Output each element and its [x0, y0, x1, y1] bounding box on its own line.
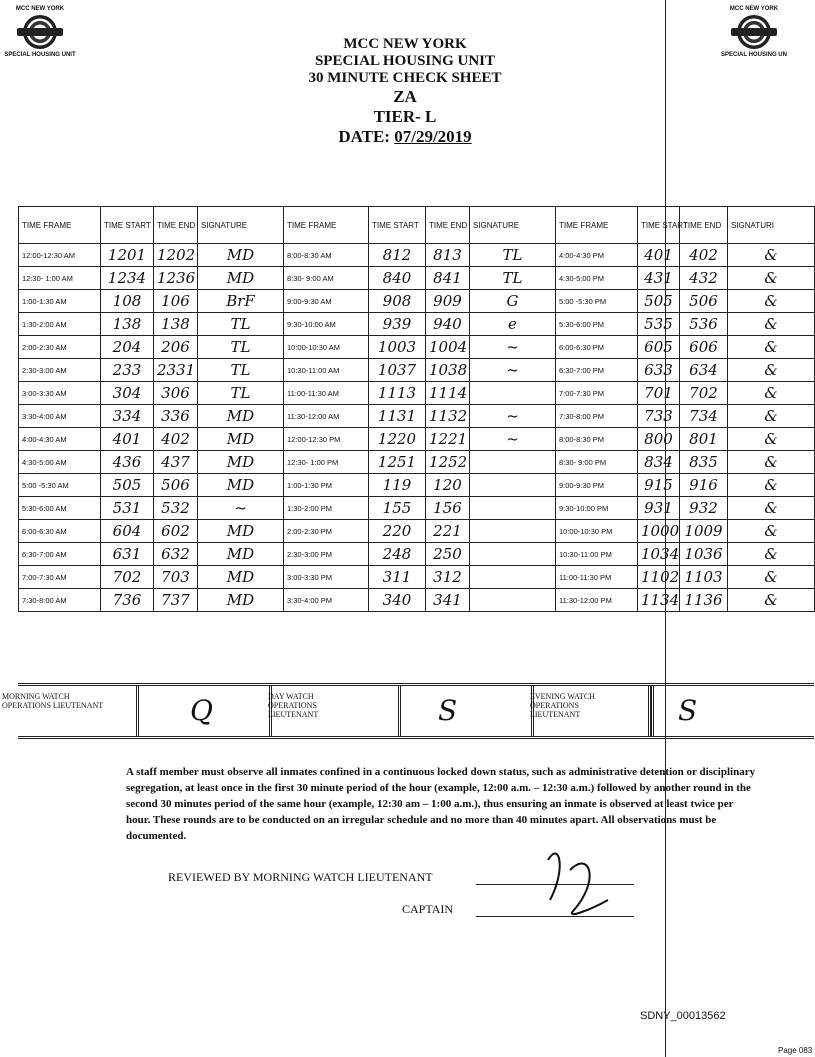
signature-cell — [470, 520, 556, 543]
lieutenant-signature — [530, 840, 610, 920]
signature-cell: e — [470, 313, 556, 336]
time-frame-cell: 12:00-12:30 AM — [19, 244, 101, 267]
time-frame-cell: 6:30-7:00 PM — [556, 359, 638, 382]
time-cell: 1037 — [369, 359, 426, 382]
signature-cell: MD — [198, 244, 284, 267]
signature-cell: & — [728, 497, 815, 520]
time-cell: 306 — [154, 382, 198, 405]
signature-cell: MD — [198, 428, 284, 451]
time-cell: 1003 — [369, 336, 426, 359]
evening-signature-box — [648, 686, 654, 736]
time-frame-cell: 6:00-6:30 PM — [556, 336, 638, 359]
table-row — [19, 290, 815, 313]
table-row — [19, 336, 815, 359]
time-frame-cell: 10:30-11:00 PM — [556, 543, 638, 566]
time-frame-cell: 1:30-2:00 PM — [284, 497, 369, 520]
time-frame-cell: 10:00-10:30 AM — [284, 336, 369, 359]
col-header: TIME START — [638, 207, 680, 244]
time-cell: 431 — [638, 267, 680, 290]
signature-cell: ~ — [470, 428, 556, 451]
time-cell: 120 — [426, 474, 470, 497]
time-frame-cell: 8:30- 9:00 AM — [284, 267, 369, 290]
time-cell: 535 — [638, 313, 680, 336]
time-cell: 304 — [101, 382, 154, 405]
table-row — [19, 474, 815, 497]
time-cell: 106 — [154, 290, 198, 313]
col-header: SIGNATURI — [728, 207, 815, 244]
shu-seal-icon — [23, 15, 57, 49]
time-frame-cell: 9:00-9:30 PM — [556, 474, 638, 497]
time-cell: 1113 — [369, 382, 426, 405]
time-cell: 311 — [369, 566, 426, 589]
time-frame-cell: 12:30- 1:00 PM — [284, 451, 369, 474]
time-cell: 1036 — [680, 543, 728, 566]
time-frame-cell: 5:30-6:00 PM — [556, 313, 638, 336]
time-cell: 834 — [638, 451, 680, 474]
evening-watch-label: EVENING WATCH OPERATIONS LIEUTENANT — [530, 692, 595, 719]
day-watch-label: DAY WATCH OPERATIONS LIEUTENANT — [268, 692, 319, 719]
time-frame-cell: 10:00-10:30 PM — [556, 520, 638, 543]
signature-cell: BrF — [198, 290, 284, 313]
time-frame-cell: 11:00-11:30 AM — [284, 382, 369, 405]
signature-cell: & — [728, 589, 815, 612]
time-cell: 531 — [101, 497, 154, 520]
date-value: 07/29/2019 — [394, 127, 472, 146]
time-cell: 1000 — [638, 520, 680, 543]
table-row — [19, 451, 815, 474]
time-frame-cell: 4:00-4:30 AM — [19, 428, 101, 451]
time-cell: 204 — [101, 336, 154, 359]
header-line1: MCC NEW YORK — [343, 36, 467, 52]
time-cell: 336 — [154, 405, 198, 428]
time-cell: 736 — [101, 589, 154, 612]
time-cell: 220 — [369, 520, 426, 543]
time-frame-cell: 12:00-12:30 PM — [284, 428, 369, 451]
time-frame-cell: 8:30- 9:00 PM — [556, 451, 638, 474]
signature-cell: ~ — [198, 497, 284, 520]
time-cell: 532 — [154, 497, 198, 520]
time-cell: 737 — [154, 589, 198, 612]
time-frame-cell: 3:30-4:00 PM — [284, 589, 369, 612]
signature-cell: ~ — [470, 336, 556, 359]
time-frame-cell: 9:00-9:30 AM — [284, 290, 369, 313]
time-cell: 1234 — [101, 267, 154, 290]
time-frame-cell: 8:00-8:30 PM — [556, 428, 638, 451]
time-cell: 605 — [638, 336, 680, 359]
signature-cell — [470, 589, 556, 612]
time-cell: 119 — [369, 474, 426, 497]
table-row — [19, 244, 815, 267]
time-frame-cell: 2:00-2:30 AM — [19, 336, 101, 359]
time-cell: 436 — [101, 451, 154, 474]
time-cell: 835 — [680, 451, 728, 474]
time-frame-cell: 7:00-7:30 PM — [556, 382, 638, 405]
time-frame-cell: 11:30-12:00 AM — [284, 405, 369, 428]
signature-cell — [470, 497, 556, 520]
signature-cell — [470, 382, 556, 405]
time-cell: 341 — [426, 589, 470, 612]
signature-cell: MD — [198, 543, 284, 566]
page-number: Page 083 — [778, 1046, 813, 1055]
signature-cell: & — [728, 428, 815, 451]
col-header: TIME END — [154, 207, 198, 244]
signature-cell: ~ — [470, 359, 556, 382]
signature-cell: & — [728, 267, 815, 290]
table-row — [19, 589, 815, 612]
time-cell: 155 — [369, 497, 426, 520]
col-header: TIME START — [369, 207, 426, 244]
table-header-row — [19, 207, 815, 244]
logo-bottom-text: SPECIAL HOUSING UN — [721, 52, 787, 58]
time-frame-cell: 9:30-10:00 PM — [556, 497, 638, 520]
signature-cell: & — [728, 405, 815, 428]
time-cell: 1220 — [369, 428, 426, 451]
time-cell: 813 — [426, 244, 470, 267]
time-cell: 602 — [154, 520, 198, 543]
signature-cell: MD — [198, 267, 284, 290]
time-cell: 1136 — [680, 589, 728, 612]
bates-number: SDNY_00013562 — [640, 1010, 726, 1022]
signature-cell: TL — [470, 267, 556, 290]
signature-cell: TL — [198, 359, 284, 382]
signature-cell: MD — [198, 405, 284, 428]
shu-seal-icon — [737, 15, 771, 49]
time-cell: 908 — [369, 290, 426, 313]
time-cell: 221 — [426, 520, 470, 543]
time-cell: 631 — [101, 543, 154, 566]
logo-bottom-text: SPECIAL HOUSING UNIT — [4, 52, 76, 58]
time-frame-cell: 1:30-2:00 AM — [19, 313, 101, 336]
signature-cell: & — [728, 382, 815, 405]
time-cell: 1114 — [426, 382, 470, 405]
time-cell: 701 — [638, 382, 680, 405]
table-row — [19, 313, 815, 336]
signature-cell — [470, 451, 556, 474]
time-frame-cell: 4:00-4:30 PM — [556, 244, 638, 267]
signature-cell: G — [470, 290, 556, 313]
time-cell: 506 — [680, 290, 728, 313]
mcc-logo-right — [714, 6, 794, 58]
time-cell: 702 — [101, 566, 154, 589]
signature-cell: ~ — [470, 405, 556, 428]
col-header: TIME END — [680, 207, 728, 244]
time-cell: 915 — [638, 474, 680, 497]
time-cell: 506 — [154, 474, 198, 497]
time-frame-cell: 12:30- 1:00 AM — [19, 267, 101, 290]
time-cell: 334 — [101, 405, 154, 428]
time-frame-cell: 5:30-6:00 AM — [19, 497, 101, 520]
time-frame-cell: 9:30-10:00 AM — [284, 313, 369, 336]
time-cell: 633 — [638, 359, 680, 382]
time-frame-cell: 2:30-3:00 PM — [284, 543, 369, 566]
time-frame-cell: 4:30-5:00 AM — [19, 451, 101, 474]
time-cell: 1201 — [101, 244, 154, 267]
table-row — [19, 497, 815, 520]
col-header: TIME FRAME — [284, 207, 369, 244]
signature-cell: & — [728, 543, 815, 566]
col-header: TIME START — [101, 207, 154, 244]
time-cell: 734 — [680, 405, 728, 428]
time-cell: 1202 — [154, 244, 198, 267]
signature-cell: MD — [198, 589, 284, 612]
time-cell: 733 — [638, 405, 680, 428]
check-log-table — [18, 206, 815, 612]
time-cell: 1132 — [426, 405, 470, 428]
evening-signature: S — [678, 694, 698, 727]
time-cell: 312 — [426, 566, 470, 589]
time-frame-cell: 3:30-4:00 AM — [19, 405, 101, 428]
signature-cell: & — [728, 474, 815, 497]
signature-cell: MD — [198, 520, 284, 543]
time-cell: 437 — [154, 451, 198, 474]
time-cell: 932 — [680, 497, 728, 520]
time-cell: 233 — [101, 359, 154, 382]
signoff-strip — [2, 683, 814, 739]
time-cell: 801 — [680, 428, 728, 451]
time-frame-cell: 10:30-11:00 AM — [284, 359, 369, 382]
table-body — [19, 244, 815, 612]
mcc-logo-left — [0, 6, 80, 58]
time-cell: 800 — [638, 428, 680, 451]
time-cell: 402 — [680, 244, 728, 267]
time-cell: 606 — [680, 336, 728, 359]
table-row — [19, 382, 815, 405]
morning-signature: Q — [190, 694, 213, 727]
logo-top-text: MCC NEW YORK — [15, 6, 65, 12]
signature-cell: & — [728, 451, 815, 474]
reviewed-by-label: REVIEWED BY MORNING WATCH LIEUTENANT — [168, 870, 433, 884]
time-frame-cell: 2:30-3:00 AM — [19, 359, 101, 382]
day-signature: S — [438, 694, 458, 727]
table-row — [19, 428, 815, 451]
time-cell: 632 — [154, 543, 198, 566]
table-row — [19, 520, 815, 543]
policy-paragraph: A staff member must observe all inmates confined in a continuous locked down status, such as administrative detention or disciplinary segregation, at least once in the first 30 minute period of the hour (example, 12:00 a.m. – 12:30 a.m.) followed by another round in the second 30 minutes period of the same hour (example, 12:30 am – 1:00 a.m.), thus ensuring an inmate is observed at least twice per hour. These rounds are to be conducted on an irregular schedule and no more than 40 minutes apart. All observations must be documented. — [126, 766, 756, 842]
time-frame-cell: 3:00-3:30 PM — [284, 566, 369, 589]
signature-cell: & — [728, 566, 815, 589]
time-cell: 634 — [680, 359, 728, 382]
time-cell: 138 — [101, 313, 154, 336]
time-cell: 1034 — [638, 543, 680, 566]
signature-cell: MD — [198, 474, 284, 497]
time-cell: 505 — [638, 290, 680, 313]
table-row — [19, 359, 815, 382]
time-cell: 1131 — [369, 405, 426, 428]
time-frame-cell: 7:00-7:30 AM — [19, 566, 101, 589]
time-cell: 1252 — [426, 451, 470, 474]
col-header: SIGNATURE — [470, 207, 556, 244]
time-cell: 939 — [369, 313, 426, 336]
time-cell: 1221 — [426, 428, 470, 451]
col-header: SIGNATURE — [198, 207, 284, 244]
time-cell: 841 — [426, 267, 470, 290]
header-date — [250, 127, 560, 147]
time-cell: 108 — [101, 290, 154, 313]
time-frame-cell: 7:30-8:00 PM — [556, 405, 638, 428]
time-cell: 340 — [369, 589, 426, 612]
time-cell: 840 — [369, 267, 426, 290]
time-cell: 206 — [154, 336, 198, 359]
signature-cell: & — [728, 313, 815, 336]
time-frame-cell: 8:00-8:30 AM — [284, 244, 369, 267]
time-cell: 505 — [101, 474, 154, 497]
time-cell: 401 — [101, 428, 154, 451]
time-cell: 931 — [638, 497, 680, 520]
signature-cell: MD — [198, 451, 284, 474]
time-cell: 1251 — [369, 451, 426, 474]
time-cell: 1004 — [426, 336, 470, 359]
signature-cell: TL — [198, 336, 284, 359]
signature-cell: & — [728, 520, 815, 543]
time-frame-cell: 3:00-3:30 AM — [19, 382, 101, 405]
logo-top-text: MCC NEW YORK — [729, 6, 779, 12]
time-cell: 1103 — [680, 566, 728, 589]
time-cell: 1009 — [680, 520, 728, 543]
signature-cell: & — [728, 290, 815, 313]
time-cell: 1134 — [638, 589, 680, 612]
signature-cell: TL — [198, 382, 284, 405]
date-label: DATE: — [338, 127, 390, 146]
captain-label: CAPTAIN — [402, 902, 454, 916]
time-cell: 703 — [154, 566, 198, 589]
col-header: TIME END — [426, 207, 470, 244]
time-frame-cell: 2:00-2:30 PM — [284, 520, 369, 543]
header-line3: 30 MINUTE CHECK SHEET — [308, 70, 502, 86]
time-cell: 940 — [426, 313, 470, 336]
time-cell: 916 — [680, 474, 728, 497]
time-cell: 138 — [154, 313, 198, 336]
signature-cell: TL — [470, 244, 556, 267]
table-row — [19, 267, 815, 290]
time-cell: 402 — [154, 428, 198, 451]
signature-cell: & — [728, 244, 815, 267]
time-frame-cell: 5:00 -5:30 AM — [19, 474, 101, 497]
time-cell: 909 — [426, 290, 470, 313]
col-header: TIME FRAME — [19, 207, 101, 244]
header-line2: SPECIAL HOUSING UNIT — [314, 53, 496, 69]
table-row — [19, 543, 815, 566]
time-cell: 702 — [680, 382, 728, 405]
signature-cell — [470, 566, 556, 589]
time-cell: 604 — [101, 520, 154, 543]
signature-cell: & — [728, 359, 815, 382]
time-cell: 1102 — [638, 566, 680, 589]
header-unit: ZA — [393, 87, 417, 106]
morning-watch-label: MORNING WATCH OPERATIONS LIEUTENANT — [2, 692, 104, 710]
time-cell: 812 — [369, 244, 426, 267]
time-cell: 156 — [426, 497, 470, 520]
time-cell: 2331 — [154, 359, 198, 382]
time-frame-cell: 4:30-5:00 PM — [556, 267, 638, 290]
time-frame-cell: 6:30-7:00 AM — [19, 543, 101, 566]
time-cell: 250 — [426, 543, 470, 566]
page-header — [250, 36, 560, 147]
time-cell: 1038 — [426, 359, 470, 382]
time-frame-cell: 1:00-1:30 AM — [19, 290, 101, 313]
signature-cell — [470, 474, 556, 497]
time-frame-cell: 11:30-12:00 PM — [556, 589, 638, 612]
signature-cell — [470, 543, 556, 566]
time-frame-cell: 1:00-1:30 PM — [284, 474, 369, 497]
time-cell: 432 — [680, 267, 728, 290]
signature-cell: MD — [198, 566, 284, 589]
time-cell: 1236 — [154, 267, 198, 290]
time-frame-cell: 5:00 -5:30 PM — [556, 290, 638, 313]
day-signature-box — [398, 686, 534, 736]
time-cell: 401 — [638, 244, 680, 267]
time-frame-cell: 11:00-11:30 PM — [556, 566, 638, 589]
table-row — [19, 566, 815, 589]
signature-cell: & — [728, 336, 815, 359]
time-frame-cell: 6:00-6:30 AM — [19, 520, 101, 543]
time-cell: 248 — [369, 543, 426, 566]
header-tier: TIER- L — [373, 107, 437, 126]
table-row — [19, 405, 815, 428]
time-cell: 536 — [680, 313, 728, 336]
signature-cell: TL — [198, 313, 284, 336]
time-frame-cell: 7:30-8:00 AM — [19, 589, 101, 612]
col-header: TIME FRAME — [556, 207, 638, 244]
